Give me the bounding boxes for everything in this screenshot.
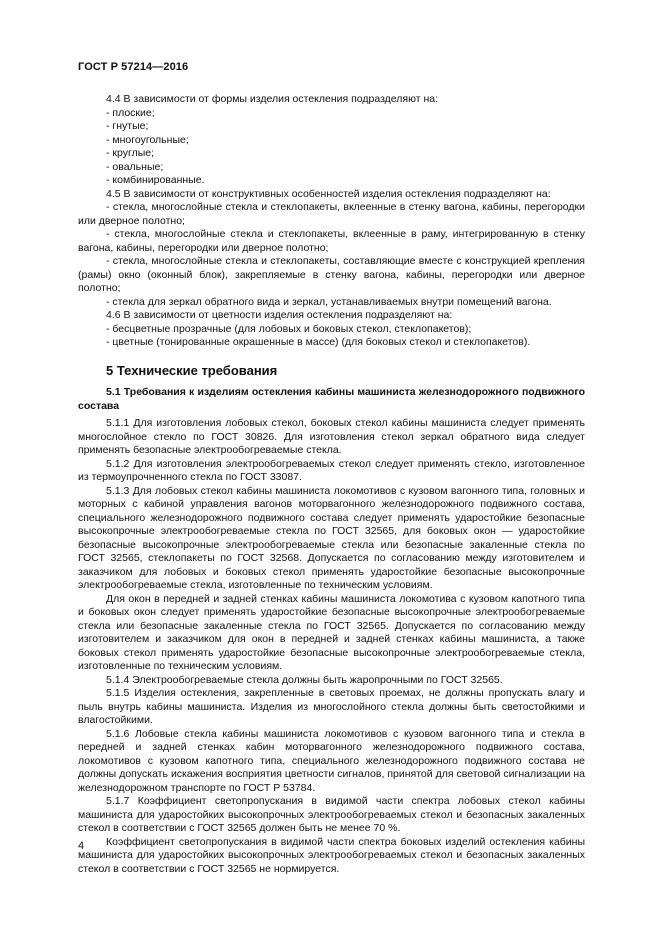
document-header: ГОСТ Р 57214—2016 (78, 61, 189, 73)
paragraph-5-1-5: 5.1.5 Изделия остекления, закрепленные в световых проемах, не должны пропускать влагу и пыль внутрь кабины машиниста. Изделия из многослойного стекла должны быть светостойкими и влагостойкими. (78, 687, 585, 726)
section-heading-5: 5 Технические требования (106, 362, 278, 378)
paragraph-5-1-3-cont: Для окон в передней и задней стенках кабины машиниста локомотива с кузовом капотного типа и боковых окон следует применять ударостойкие безопасные высокопрочные электрообогреваемые стекла или безопасные закаленные стекла по ГОСТ 32565. Допускается по согласованию между изготовителем и заказчиком для окон в передней и задней стенках кабины машиниста, а также боковых стекол применять ударостойкие безопасные высокопрочные электрообогреваемые стекла, изготовленные по техническим условиям. (78, 592, 585, 672)
paragraph-5-1-3: 5.1.3 Для лобовых стекол кабины машиниста локомотивов с кузовом вагонного типа, головных и моторных с кабиной управления вагонов моторвагонного железнодорожного подвижного состава, специального железнодорожного подвижного состава следует применять ударостойкие безопасные высокопрочные электрообогреваемые стекла по ГОСТ 32565, для боковых окон — ударостойкие безопасные высокопрочные электрообогреваемые стекла или безопасные закаленные стекла по ГОСТ 32565, стеклопакеты по ГОСТ 32568. Допускается по согласованию между изготовителем и заказчиком для лобовых и боковых стекол применять ударостойкие безопасные высокопрочные электрообогреваемые стекла, изготовленные по техническим условиям. (78, 484, 585, 591)
list-item: - плоские; (106, 106, 155, 119)
list-item: - стекла для зеркал обратного вида и зеркал, устанавливаемых внутри помещений вагона. (106, 295, 552, 308)
subsection-heading-5-1: 5.1 Требования к изделиям остекления кабины машиниста железнодорожного подвижного состава (78, 386, 585, 412)
paragraph-5-1-6: 5.1.6 Лобовые стекла кабины машиниста локомотивов с кузовом вагонного типа и стекла в передней и задней стенках кабин моторвагонного железнодорожного подвижного состава, локомотивов с кузовом капотного типа, специального железнодорожного подвижного состава не должны допускать искажения восприятия цветности сигналов, принятой для световой сигнализации на железнодорожном транспорте по ГОСТ Р 53784. (78, 727, 585, 794)
document-body (78, 93, 585, 876)
list-item: - стекла, многослойные стекла и стеклопакеты, вклеенные в раму, интегрированную в стенку вагона, кабины, перегородки или дверное полотно; (78, 228, 585, 254)
paragraph-5-1-4: 5.1.4 Электрообогреваемые стекла должны быть жаропрочными по ГОСТ 32565. (106, 673, 503, 686)
paragraph-5-1-7-cont: Коэффициент светопропускания в видимой части спектра боковых изделий остекления кабины машиниста для ударостойких высокопрочных электрообогреваемых стекол и безопасных закаленных стекол в соответствии с ГОСТ 32565 не нормируется. (78, 835, 585, 875)
page-number: 4 (78, 840, 85, 852)
list-item: - бесцветные прозрачные (для лобовых и боковых стекол, стеклопакетов); (106, 322, 472, 335)
paragraph-5-1-1: 5.1.1 Для изготовления лобовых стекол, боковых стекол кабины машиниста следует применять многослойное стекло по ГОСТ 30826. Для изготовления стекол зеркал обратного вида следует применять безопасные электрообогреваемые стекла. (78, 417, 585, 456)
list-item: - цветные (тонированные окрашенные в массе) (для боковых стекол и стеклопакетов). (106, 336, 531, 348)
list-item: - овальные; (106, 160, 164, 173)
paragraph-4-6: 4.6 В зависимости от цветности изделия остекления подразделяют на: (106, 309, 453, 321)
paragraph-5-1-7: 5.1.7 Коэффициент светопропускания в видимой части спектра лобовых стекол кабины машиниста для ударостойких высокопрочных электрообогреваемых стекол и безопасных закаленных стекол в соответствии с ГОСТ 32565 должен быть не менее 70 %. (78, 795, 585, 834)
list-item: - многоугольные; (106, 133, 189, 146)
list-item: - комбинированные. (106, 174, 205, 186)
paragraph-4-4: 4.4 В зависимости от формы изделия остекления подразделяют на: (106, 93, 439, 105)
paragraph-5-1-2: 5.1.2 Для изготовления электрообогреваемых стекол следует применять стекло, изготовленное из термоупрочненного стекла по ГОСТ 33087. (78, 457, 585, 483)
list-item: - стекла, многослойные стекла и стеклопакеты, вклеенные в стенку вагона, кабины, перегородки или дверное полотно; (78, 201, 585, 227)
list-item: - стекла, многослойные стекла и стеклопакеты, составляющие вместе с конструкцией крепления (рамы) окно (оконный блок), закрепляемые в стенку вагона, кабины, перегородки или дверное полотно; (78, 255, 585, 294)
list-item: - круглые; (106, 147, 155, 159)
paragraph-4-5: 4.5 В зависимости от конструктивных особенностей изделия остекления подразделяют на: (106, 187, 551, 200)
list-item: - гнутые; (106, 120, 149, 132)
